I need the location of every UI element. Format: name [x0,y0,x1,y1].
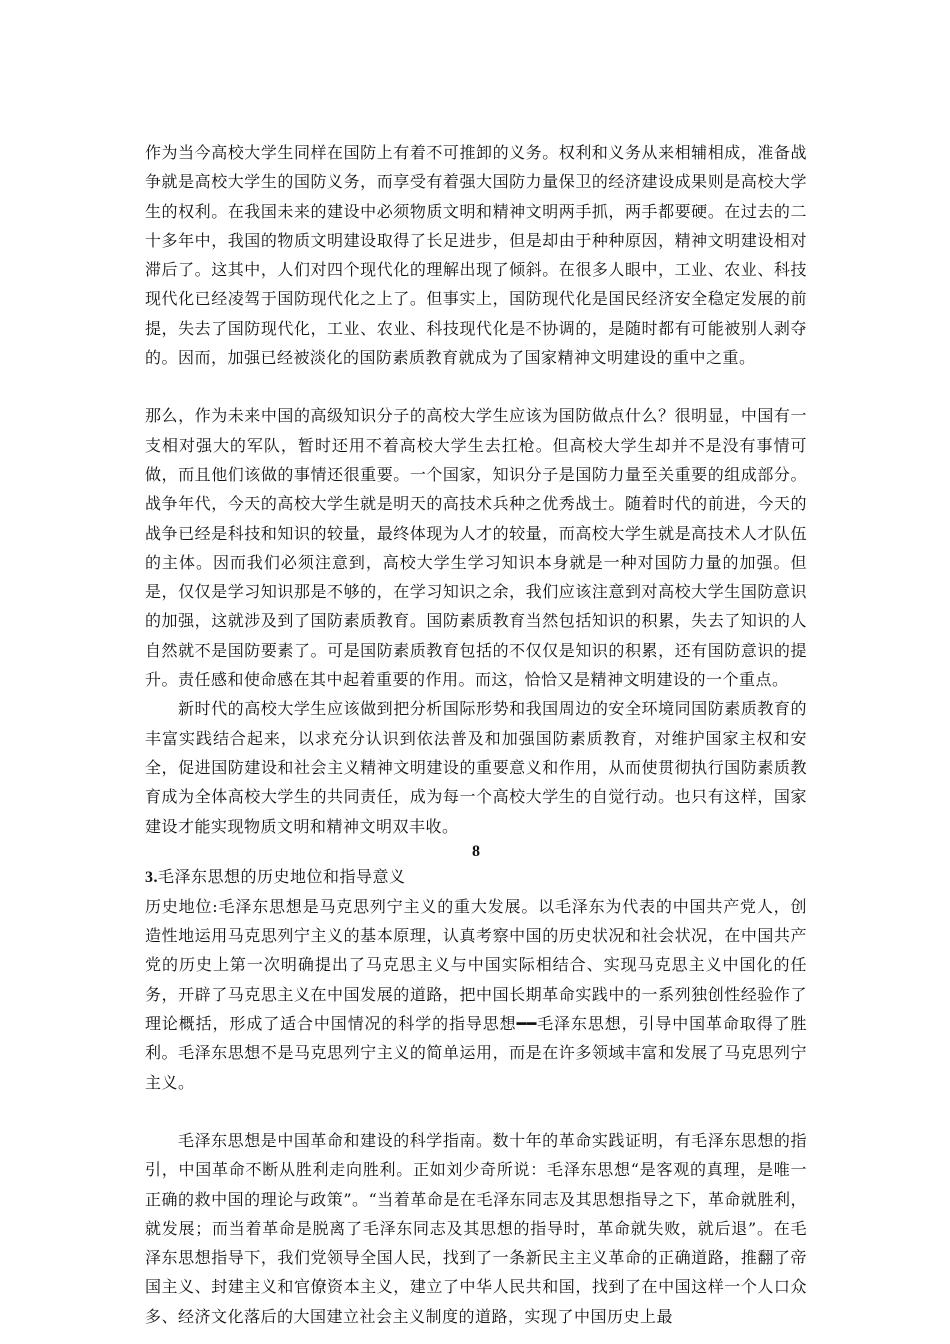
paragraph-scientific-guide: 毛泽东思想是中国革命和建设的科学指南。数十年的革命实践证明，有毛泽东思想的指引，中国革命不断从胜利走向胜利。正如刘少奇所说：毛泽东思想“是客观的真理，是唯一正确的救中国的理论与政策”。“当着革命是在毛泽东同志及其思想指导之下，革命就胜利，就发展；而当着革命是脱离了毛泽东同志及其思想的指导时，革命就失败，就后退”。在毛泽东思想指导下，我们党领导全国人民，找到了一条新民主主义革命的正确道路，推翻了帝国主义、封建主义和官僚资本主义，建立了中华人民共和国，找到了在中国这样一个人口众多、经济文化落后的大国建立社会主义制度的道路，实现了中国历史上最 [145,1130,807,1326]
paragraph-national-defense-duty: 作为当今高校大学生同样在国防上有着不可推卸的义务。权利和义务从来相辅相成，准备战争就是高校大学生的国防义务，而享受有着强大国防力量保卫的经济建设成果则是高校大学生的权利。在我国未来的建设中必须物质文明和精神文明两手抓，两手都要硬。在过去的二十多年中，我国的物质文明建设取得了长足进步，但是却由于种种原因，精神文明建设相对滞后了。这其中，人们对四个现代化的理解出现了倾斜。在很多人眼中，工业、农业、科技现代化已经凌驾于国防现代化之上了。但事实上，国防现代化是国民经济安全稳定发展的前提，失去了国防现代化，工业、农业、科技现代化是不协调的，是随时都有可能被别人剥夺的。因而，加强已经被淡化的国防素质教育就成为了国家精神文明建设的重中之重。 [145,143,807,368]
section-heading [145,863,807,892]
document-page [145,138,807,1331]
paragraph-gap [145,1097,807,1126]
paragraph-gap [145,372,807,401]
paragraph-historical-status: 历史地位:毛泽东思想是马克思列宁主义的重大发展。以毛泽东为代表的中国共产党人，创造性地运用马克思列宁主义的基本原理，认真考察中国的历史状况和社会状况，在中国共产党的历史上第一次明确提出了马克思主义与中国实际相结合、实现马克思主义中国化的任务，开辟了马克思主义在中国发展的道路，把中国长期革命实践中的一系列独创性经验作了理论概括，形成了适合中国情况的科学的指导思想━━毛泽东思想，引导中国革命取得了胜利。毛泽东思想不是马克思列宁主义的简单运用，而是在许多领域丰富和发展了马克思列宁主义。 [145,896,807,1092]
page-number: 8 [472,842,480,860]
paragraph-students-role: 那么，作为未来中国的高级知识分子的高校大学生应该为国防做点什么？很明显，中国有一支相对强大的军队，暂时还用不着高校大学生去扛枪。但高校大学生却并不是没有事情可做，而且他们该做的事情还很重要。一个国家，知识分子是国防力量至关重要的组成部分。战争年代，今天的高校大学生就是明天的高技术兵种之优秀战士。随着时代的前进，今天的战争已经是科技和知识的较量，最终体现为人才的较量，而高校大学生就是高技术人才队伍的主体。因而我们必须注意到，高校大学生学习知识本身就是一种对国防力量的加强。但是，仅仅是学习知识那是不够的，在学习知识之余，我们应该注意到对高校大学生国防意识的加强，这就涉及到了国防素质教育。国防素质教育当然包括知识的积累，失去了知识的人自然就不是国防要素了。可是国防素质教育包括的不仅仅是知识的积累，还有国防意识的提升。责任感和使命感在其中起着重要的作用。而这，恰恰又是精神文明建设的一个重点。 [145,406,807,690]
section-number: 3. [145,868,158,886]
paragraph-new-era-students: 新时代的高校大学生应该做到把分析国际形势和我国周边的安全环境同国防素质教育的丰富实践结合起来，以求充分认识到依法普及和加强国防素质教育，对维护国家主权和安全，促进国防建设和社会主义精神文明建设的重要意义和作用，从而使贯彻执行国防素质教育成为全体高校大学生的共同责任，成为每一个高校大学生的自觉行动。也只有这样，国家建设才能实现物质文明和精神文明双丰收。 [145,699,807,836]
section-title: 毛泽东思想的历史地位和指导意义 [158,866,406,886]
